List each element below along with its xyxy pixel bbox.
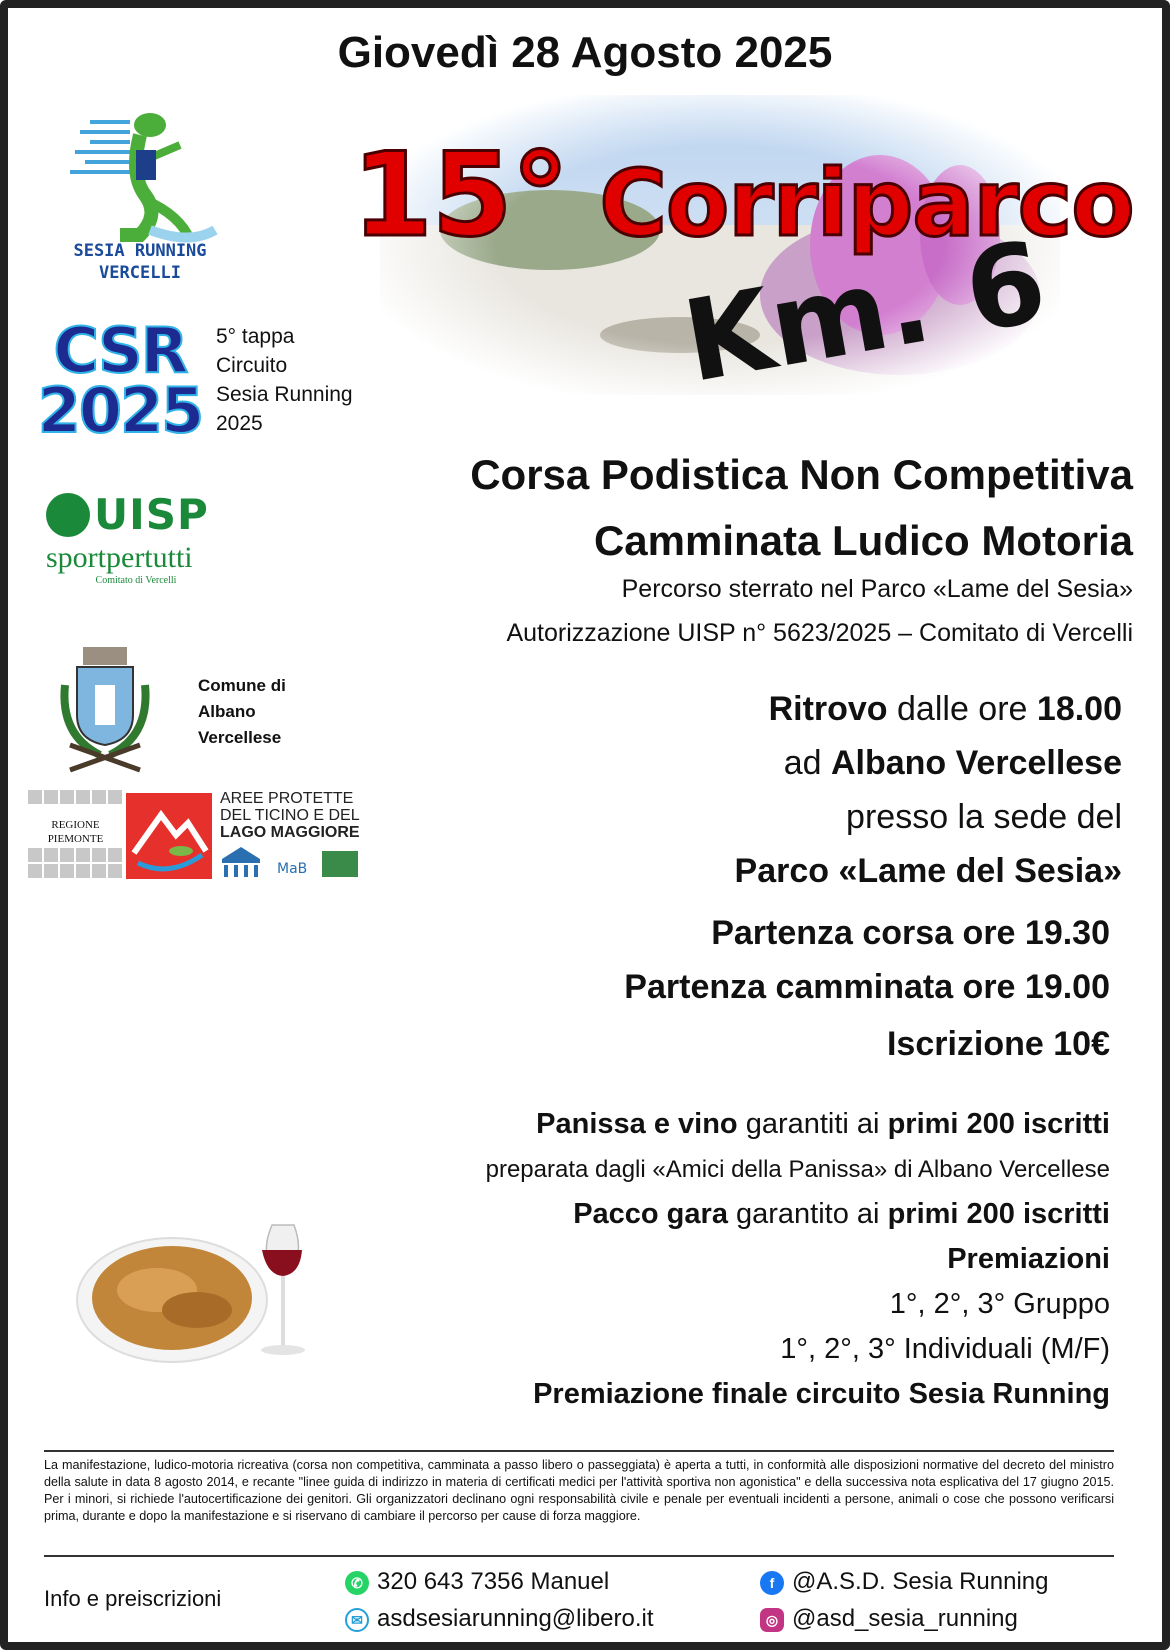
phone-number: 320 643 7356 Manuel [377, 1568, 610, 1595]
tappa-line: 5° tappa [216, 325, 295, 348]
meeting-line-time [735, 682, 1122, 736]
prizes-heading: Premiazioni [947, 1243, 1110, 1275]
contact-phone[interactable] [345, 1568, 609, 1596]
info-label: Info e preiscrizioni [44, 1586, 222, 1611]
start-time-run: Partenza corsa ore 19.30 [711, 914, 1110, 952]
start-time-walk: Partenza camminata ore 19.00 [624, 968, 1110, 1006]
aree-line: LAGO MAGGIORE [220, 824, 360, 841]
event-type [470, 442, 1133, 574]
comune-albano-text [198, 673, 286, 751]
svg-text:MaB: MaB [277, 861, 308, 877]
contact-email[interactable] [345, 1605, 654, 1633]
aree-protette-mountain-icon [126, 793, 212, 879]
comune-line: Comune di [198, 676, 286, 695]
meeting-info [735, 682, 1122, 898]
prize-group: 1°, 2°, 3° Gruppo [889, 1288, 1110, 1320]
email-icon: ✉ [345, 1608, 369, 1632]
start-times [624, 906, 1110, 1014]
aree-line: AREE PROTETTE [220, 790, 354, 807]
meeting-line-place [735, 736, 1122, 790]
prize-individual: 1°, 2°, 3° Individuali (M/F) [780, 1333, 1110, 1365]
whatsapp-icon: ✆ [345, 1571, 369, 1595]
distance-label: Km. 6 [675, 216, 1056, 409]
csr-2025-logo [30, 314, 210, 447]
contact-instagram[interactable] [760, 1605, 1018, 1633]
benefit-line-prepared: preparata dagli «Amici della Panissa» di Albano Vercellese [485, 1156, 1110, 1183]
instagram-handle: @asd_sesia_running [792, 1605, 1018, 1632]
aree-line: DEL TICINO E DEL [220, 807, 360, 824]
edition-number: 15° [352, 128, 569, 263]
partner-badges-icon [222, 845, 372, 880]
event-name: Corriparco [599, 150, 1134, 257]
albano-coat-of-arms-icon [55, 645, 155, 775]
sesia-logo-line2: VERCELLI [99, 263, 181, 283]
meeting-time: 18.00 [1036, 690, 1122, 728]
meeting-line-venue: presso la sede del [846, 798, 1122, 836]
benefit-text: garantito ai [727, 1198, 888, 1230]
email-address: asdsesiarunning@libero.it [377, 1605, 654, 1632]
sesia-logo-line1: SESIA RUNNING [73, 241, 207, 261]
event-type-line: Corsa Podistica Non Competitiva [470, 451, 1133, 498]
benefit-bold: Panissa e vino [536, 1108, 738, 1140]
tappa-line: 2025 [216, 412, 263, 435]
uisp-name: UISP [94, 490, 209, 539]
sesia-running-logo-text [40, 240, 240, 284]
comune-line: Vercellese [198, 728, 282, 747]
comune-line: Albano [198, 702, 256, 721]
meeting-line-park: Parco «Lame del Sesia» [734, 852, 1122, 890]
divider-bottom [44, 1555, 1114, 1557]
uisp-globe-icon [46, 493, 90, 537]
tappa-line: Sesia Running [216, 383, 353, 406]
uisp-committee: Comitato di Vercelli [95, 575, 177, 586]
registration-fee: Iscrizione 10€ [886, 1025, 1110, 1063]
benefits-and-prizes [486, 1102, 1110, 1417]
meeting-text: dalle ore [887, 690, 1037, 728]
tappa-line: Circuito [216, 354, 288, 377]
benefit-bold: primi 200 iscritti [887, 1198, 1110, 1230]
meeting-text: ad [783, 744, 831, 782]
panissa-wine-image [72, 1200, 332, 1370]
event-date: Giovedì 28 Agosto 2025 [337, 28, 833, 77]
uisp-tagline: sportpertutti [46, 541, 193, 574]
benefit-bold: primi 200 iscritti [887, 1108, 1110, 1140]
regione-line: PIEMONTE [47, 833, 104, 845]
csr-logo-line2: 2025 [37, 374, 203, 447]
benefit-text: garantiti ai [737, 1108, 888, 1140]
instagram-icon: ◎ [760, 1608, 784, 1632]
regione-line: REGIONE [51, 819, 100, 831]
benefit-line-pacco [486, 1192, 1110, 1237]
divider-top [44, 1450, 1114, 1452]
regione-piemonte-logo [28, 790, 123, 880]
authorization-number: Autorizzazione UISP n° 5623/2025 – Comitato di Vercelli [506, 619, 1133, 647]
tappa-text [216, 322, 376, 438]
uisp-logo [46, 490, 236, 586]
prize-final-circuit: Premiazione finale circuito Sesia Running [533, 1378, 1110, 1410]
legal-disclaimer: La manifestazione, ludico-motoria ricreativa (corsa non competitiva, camminata a passo libero o passeggiata) è aperta a tutti, in conformità alle disposizioni normative del decreto del ministro della salute in data 8 agosto 2014, e recante "linee guida di indirizzo in materia di certificati medici per l'attività sportiva non agonistica" e della successiva nota esplicativa del 17 giugno 2015. Per i minori, si richiede l'autocertificazione dei genitori. Gli organizzatori declinano ogni responsabilità civile e penale per eventuali incidenti a persone, animali o cose che possono verificarsi prima, durante e dopo la manifestazione e si riservano di cambiare il percorso per cause di forza maggiore. [44, 1458, 1114, 1523]
csr-logo-line1: CSR [53, 314, 187, 387]
benefit-bold: Pacco gara [573, 1198, 728, 1230]
facebook-handle: @A.S.D. Sesia Running [792, 1568, 1049, 1595]
benefit-line-panissa [486, 1102, 1110, 1147]
event-type-line: Camminata Ludico Motoria [593, 517, 1133, 564]
meeting-town: Albano Vercellese [830, 744, 1122, 782]
contact-facebook[interactable] [760, 1568, 1049, 1596]
facebook-icon: f [760, 1571, 784, 1595]
aree-protette-text [220, 790, 360, 841]
route-info [506, 567, 1133, 655]
meeting-label: Ritrovo [768, 690, 888, 728]
route-description: Percorso sterrato nel Parco «Lame del Sesia» [621, 575, 1133, 603]
